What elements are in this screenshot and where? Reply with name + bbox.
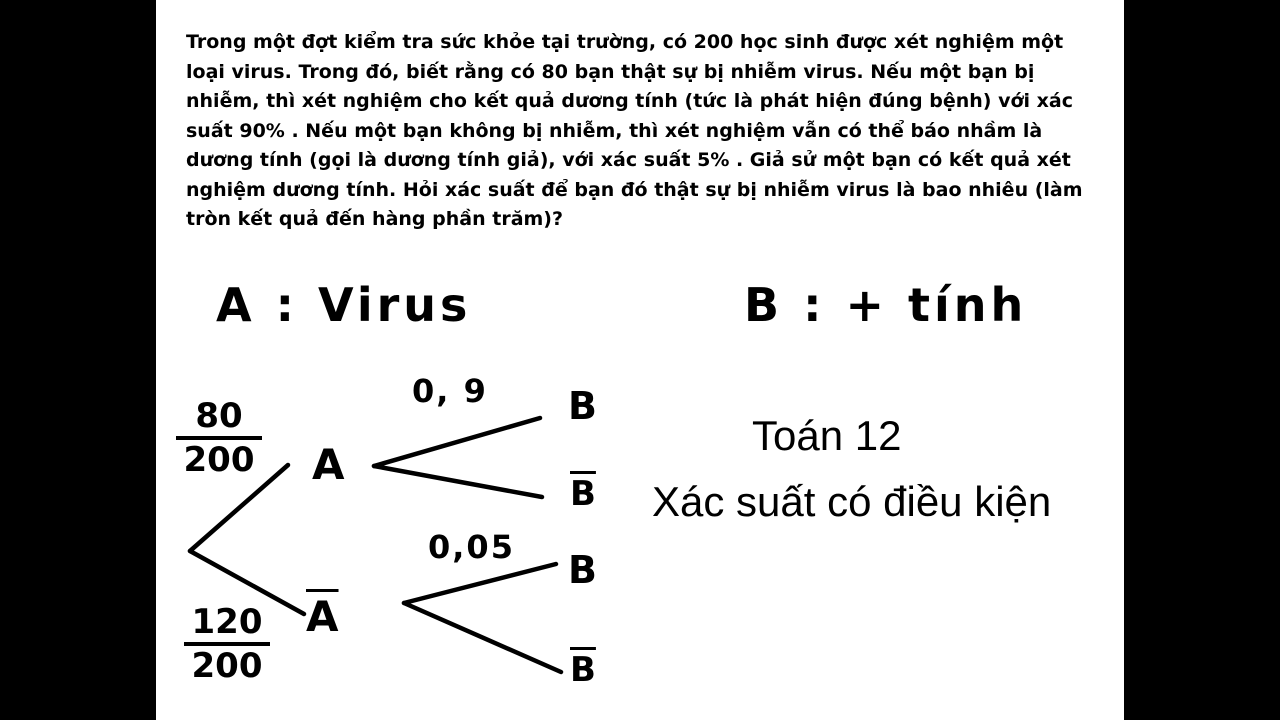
topic-subject: Xác suất có điều kiện	[652, 478, 1052, 525]
node-a: A	[312, 440, 345, 489]
prob-label-a-b: 0, 9	[412, 372, 488, 410]
node-not-a: $\overline{A}$	[306, 592, 339, 641]
prob-label-not-a-b: 0,05	[428, 528, 515, 566]
problem-statement: Trong một đợt kiểm tra sức khỏe tại trường, có 200 học sinh được xét nghiệm một loại virus. Trong đó, biết rằng có 80 bạn thật sự bị nhiễm virus. Nếu một bạn bị nhiễm, thì xét nghiệm cho kết quả dương tính (tức là phát hiện đúng bệnh) với xác suất 90% . Nếu một bạn không bị nhiễm, thì xét nghiệm vẫn có thể báo nhầm là dương tính (gọi là dương tính giả), với xác suất 5% . Giả sử một bạn có kết quả xét nghiệm dương tính. Hỏi xác suất để bạn đó thật sự bị nhiễm virus là bao nhiêu (làm tròn kết quả đến hàng phần trăm)?	[186, 31, 1083, 230]
whiteboard	[156, 0, 1124, 720]
leaf-not-a-b: B	[568, 548, 597, 592]
topic-grade: Toán 12	[752, 412, 902, 459]
definition-a: A : Virus	[216, 278, 472, 332]
leaf-a-not-b: $\overline{B}$	[570, 474, 596, 514]
branch-not-a-not-b	[404, 603, 561, 672]
definition-b: B : + tính	[744, 278, 1028, 332]
fraction-prob-a	[176, 398, 262, 478]
leaf-a-b: B	[568, 384, 597, 428]
leaf-not-a-not-b: $\overline{B}$	[570, 650, 596, 690]
fraction-prob-not-a-denominator: 200	[191, 646, 263, 686]
fraction-prob-not-a-numerator: 120	[191, 602, 263, 642]
probability-tree-branches	[156, 0, 1124, 720]
fraction-prob-a-numerator: 80	[195, 396, 243, 436]
branch-a-not-b	[374, 466, 542, 497]
fraction-prob-a-denominator: 200	[183, 440, 255, 480]
fraction-prob-not-a	[184, 604, 270, 684]
branch-not-a-b	[404, 564, 556, 603]
branch-a-b	[374, 418, 540, 466]
